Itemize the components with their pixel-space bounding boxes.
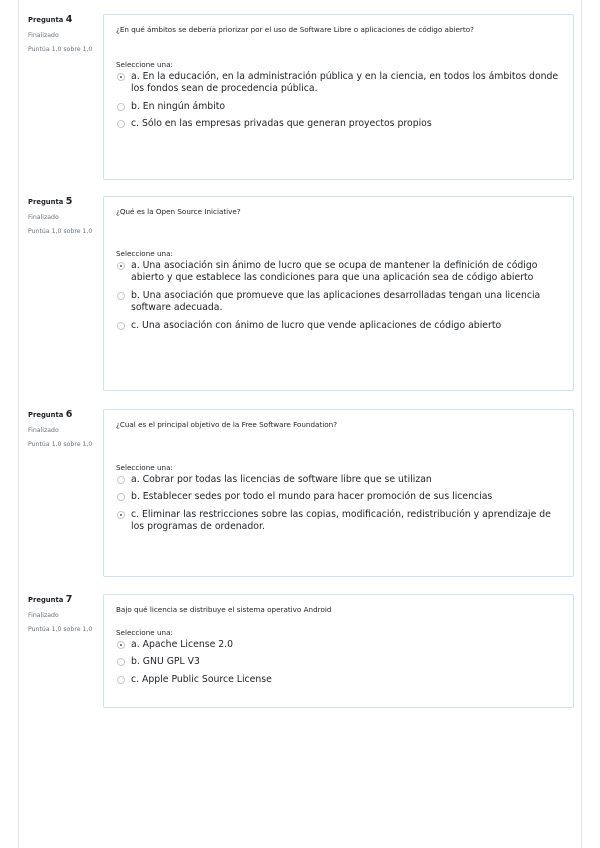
answer-option-c[interactable] (116, 674, 561, 687)
question-state: Finalizado (28, 213, 59, 221)
question-state: Finalizado (28, 426, 59, 434)
question-grade: Puntúa 1,0 sobre 1,0 (28, 227, 93, 235)
select-prompt: Seleccione una: (116, 462, 173, 472)
answer-option-c[interactable] (116, 320, 561, 333)
radio-icon[interactable] (117, 322, 125, 330)
answer-option-c[interactable] (116, 509, 561, 534)
question-content (103, 594, 574, 708)
radio-selected-icon[interactable] (117, 262, 125, 270)
question-content (103, 14, 574, 180)
question-info (28, 594, 96, 633)
radio-selected-icon[interactable] (117, 73, 125, 81)
radio-selected-icon[interactable] (117, 641, 125, 649)
answer-option-a[interactable] (116, 474, 561, 487)
question-grade: Puntúa 1,0 sobre 1,0 (28, 440, 93, 448)
answer-label: a. En la educación, en la administración pública y en la ciencia, en todos los ámbitos donde los fondos sean de procedencia pública. (131, 70, 559, 95)
radio-icon[interactable] (117, 676, 125, 684)
answer-label: b. Establecer sedes por todo el mundo para hacer promoción de sus licencias (131, 491, 493, 503)
answer-label: b. GNU GPL V3 (131, 656, 200, 668)
select-prompt: Seleccione una: (116, 59, 173, 69)
radio-icon[interactable] (117, 658, 125, 666)
question-number: 4 (65, 14, 73, 25)
radio-icon[interactable] (117, 103, 125, 111)
answer-label: a. Una asociación sin ánimo de lucro que se ocupa de mantener la definición de código abierto y que establece las condiciones para que una aplicación sea de código abierto (131, 259, 538, 284)
question-info (28, 196, 96, 235)
question-number: 7 (65, 594, 73, 605)
answer-label: a. Apache License 2.0 (131, 638, 234, 650)
select-prompt: Seleccione una: (116, 248, 173, 258)
question-text: ¿En qué ámbitos se debería priorizar por el uso de Software Libre o aplicaciones de código abierto? (116, 25, 474, 34)
answer-option-b[interactable] (116, 290, 561, 315)
answer-option-b[interactable] (116, 491, 561, 504)
question-content (103, 409, 574, 577)
question-text: Bajo qué licencia se distribuye el sistema operativo Android (116, 605, 332, 614)
radio-icon[interactable] (117, 493, 125, 501)
answer-option-b[interactable] (116, 101, 561, 114)
question-state: Finalizado (28, 31, 59, 39)
answer-label: c. Una asociación con ánimo de lucro que vende aplicaciones de código abierto (131, 319, 502, 331)
answer-option-a[interactable] (116, 639, 561, 652)
radio-icon[interactable] (117, 476, 125, 484)
question-content (103, 196, 574, 391)
answer-option-c[interactable] (116, 118, 561, 131)
select-prompt: Seleccione una: (116, 627, 173, 637)
question-number: 5 (65, 196, 73, 207)
answer-label: b. En ningún ámbito (131, 100, 226, 112)
question-text: ¿Qué es la Open Source Iniciative? (116, 207, 241, 216)
question-info (28, 14, 96, 53)
question-label: Pregunta (28, 596, 64, 604)
answer-label: c. Sólo en las empresas privadas que generan proyectos propios (131, 118, 432, 130)
answer-label: c. Eliminar las restricciones sobre las copias, modificación, redistribución y aprendizaje de los programas de ordenador. (131, 508, 551, 533)
question-grade: Puntúa 1,0 sobre 1,0 (28, 625, 93, 633)
answer-option-a[interactable] (116, 260, 561, 285)
question-info (28, 409, 96, 448)
question-label: Pregunta (28, 411, 64, 419)
radio-icon[interactable] (117, 120, 125, 128)
answer-label: c. Apple Public Source License (131, 673, 272, 685)
question-text: ¿Cual es el principal objetivo de la Free Software Foundation? (116, 420, 338, 429)
answer-option-a[interactable] (116, 71, 561, 96)
answer-label: a. Cobrar por todas las licencias de software libre que se utilizan (131, 473, 432, 485)
question-state: Finalizado (28, 611, 59, 619)
question-number: 6 (65, 409, 73, 420)
answer-label: b. Una asociación que promueve que las aplicaciones desarrolladas tengan una licencia software adecuada. (131, 289, 541, 314)
radio-selected-icon[interactable] (117, 511, 125, 519)
question-label: Pregunta (28, 198, 64, 206)
answer-option-b[interactable] (116, 656, 561, 669)
question-label: Pregunta (28, 16, 64, 24)
radio-icon[interactable] (117, 292, 125, 300)
question-grade: Puntúa 1,0 sobre 1,0 (28, 45, 93, 53)
